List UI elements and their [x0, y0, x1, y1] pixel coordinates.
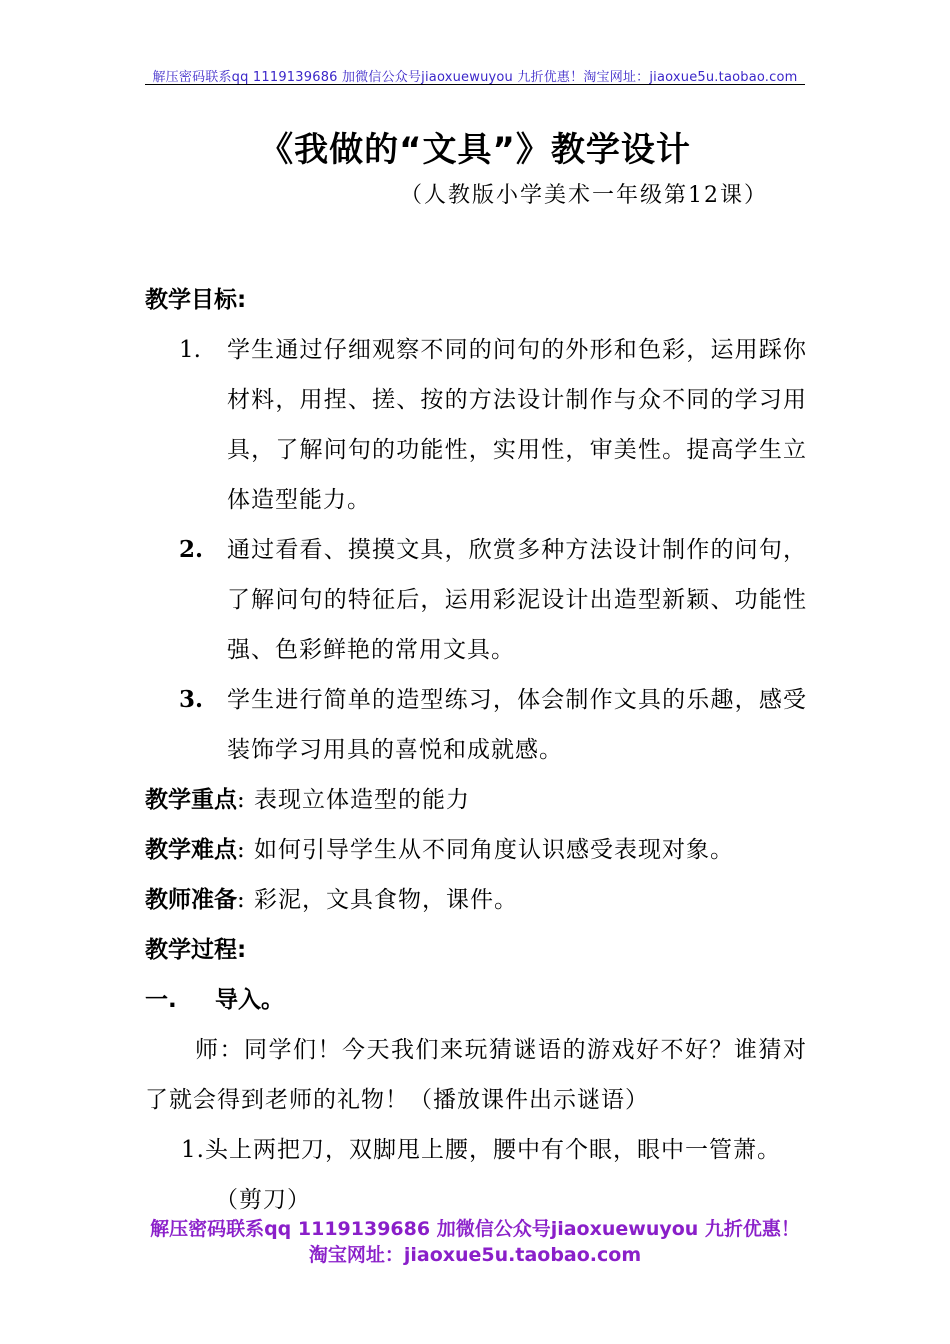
difficulty-value: : 如何引导学生从不同角度认识感受表现对象。	[237, 837, 735, 863]
objective-item	[145, 325, 807, 525]
key-point-value: : 表现立体造型的能力	[237, 787, 471, 813]
section-number: 一.	[145, 987, 177, 1013]
footer-line-2: 淘宝网址：jiaoxue5u.taobao.com	[308, 1244, 642, 1266]
document-subtitle: （人教版小学美术一年级第12课）	[400, 183, 768, 208]
objective-number: 1.	[179, 337, 201, 363]
objective-item	[145, 525, 807, 675]
riddle-answer: （剪刀）	[215, 1187, 311, 1213]
key-point-label: 教学重点	[145, 787, 237, 813]
section-heading	[145, 975, 807, 1025]
objective-text: 学生进行简单的造型练习，体会制作文具的乐趣，感受装饰学习用具的喜悦和成就感。	[227, 687, 807, 763]
page-footer-note	[145, 1216, 805, 1268]
process-heading: 教学过程:	[145, 937, 247, 963]
page-header-note: 解压密码联系qq 1119139686 加微信公众号jiaoxuewuyou 九折优惠！淘宝网址：jiaoxue5u.taobao.com	[152, 70, 798, 85]
document-title: 《我做的“文具”》教学设计	[259, 130, 691, 170]
objective-text: 学生通过仔细观察不同的问句的外形和色彩，运用踩你材料，用捏、搓、按的方法设计制作与众不同的学习用具，了解问句的功能性，实用性，审美性。提高学生立体造型能力。	[227, 337, 807, 513]
key-point-line	[145, 775, 807, 825]
objective-item	[145, 675, 807, 775]
difficulty-label: 教学难点	[145, 837, 237, 863]
section-title: 导入。	[215, 987, 284, 1013]
riddle-line: 1.头上两把刀，双脚甩上腰，腰中有个眼，眼中一管萧。	[181, 1137, 781, 1163]
objective-text: 通过看看、摸摸文具，欣赏多种方法设计制作的问句，了解问句的特征后，运用彩泥设计出造型新颖、功能性强、色彩鲜艳的常用文具。	[227, 537, 807, 663]
preparation-label: 教师准备	[145, 887, 237, 913]
header-divider	[145, 84, 805, 85]
objective-number: 2.	[179, 536, 204, 563]
footer-line-1: 解压密码联系qq 1119139686 加微信公众号jiaoxuewuyou 九折优惠！	[150, 1218, 800, 1240]
teacher-paragraph: 师：同学们！今天我们来玩猜谜语的游戏好不好？谁猜对了就会得到老师的礼物！（播放课件出示谜语）	[145, 1037, 807, 1113]
objective-number: 3.	[179, 686, 204, 713]
preparation-value: : 彩泥，文具食物，课件。	[237, 887, 519, 913]
document-body	[145, 275, 807, 1225]
preparation-line	[145, 875, 807, 925]
difficulty-line	[145, 825, 807, 875]
objectives-heading: 教学目标:	[145, 287, 247, 313]
